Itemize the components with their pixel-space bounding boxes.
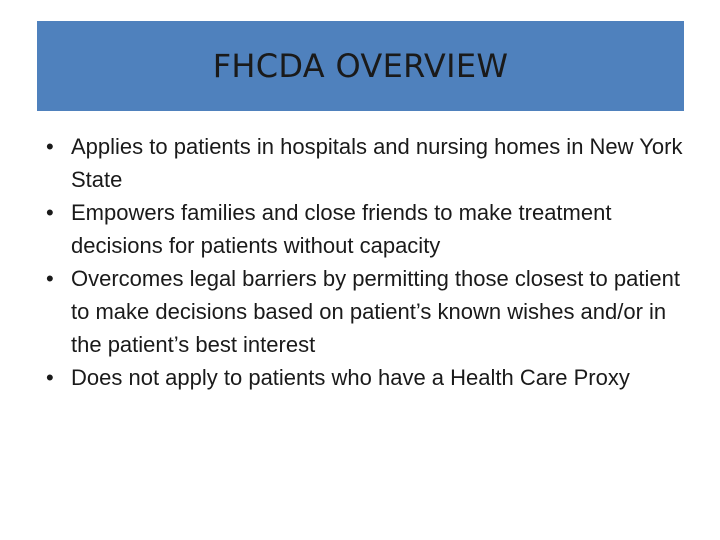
bullet-list — [46, 130, 686, 394]
bullet-text: Does not apply to patients who have a Health Care Proxy — [71, 365, 630, 390]
bullet-icon: • — [46, 365, 54, 390]
bullet-icon: • — [46, 134, 54, 159]
title-bar — [37, 21, 684, 111]
bullet-text: Overcomes legal barriers by permitting those closest to patient to make decisions based on patient’s known wishes and/or in the patient’s best interest — [71, 266, 680, 357]
bullet-item — [46, 361, 686, 394]
bullet-text: Empowers families and close friends to make treatment decisions for patients without capacity — [71, 200, 612, 258]
bullet-item — [46, 196, 686, 262]
bullet-text: Applies to patients in hospitals and nursing homes in New York State — [71, 134, 683, 192]
bullet-icon: • — [46, 200, 54, 225]
bullet-item — [46, 262, 686, 361]
bullet-item — [46, 130, 686, 196]
slide-title: FHCDA OVERVIEW — [212, 47, 509, 85]
bullet-icon: • — [46, 266, 54, 291]
